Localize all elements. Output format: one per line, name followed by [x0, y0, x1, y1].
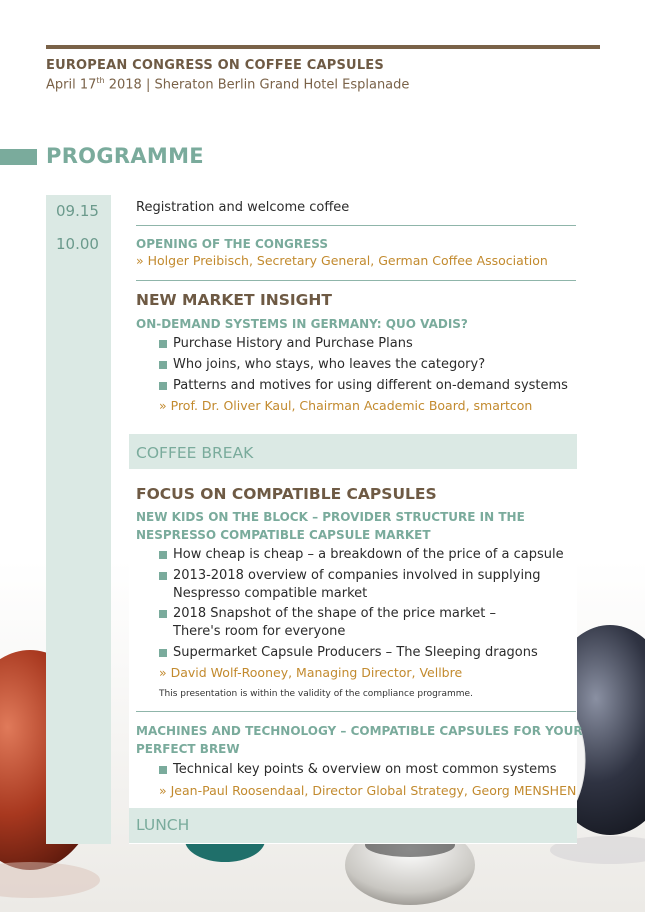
compatible-subtitle: NEW KIDS ON THE BLOCK – PROVIDER STRUCTURE IN THE NESPRESSO COMPATIBLE CAPSULE MARKET: [136, 510, 525, 542]
divider: [136, 711, 576, 712]
compatible-capsules-title: FOCUS ON COMPATIBLE CAPSULES: [136, 485, 437, 503]
coffee-break-label: COFFEE BREAK: [136, 444, 254, 462]
bullet-square-icon: [159, 551, 167, 559]
lunch-label: LUNCH: [136, 816, 190, 834]
compliance-note: This presentation is within the validity of the compliance programme.: [159, 689, 473, 699]
bullet-square-icon: [159, 361, 167, 369]
registration-text: Registration and welcome coffee: [136, 200, 350, 215]
list-item: 2013-2018 overview of companies involved in supplying Nespresso compatible market: [159, 567, 541, 603]
list-item: How cheap is cheap – a breakdown of the price of a capsule: [159, 546, 564, 564]
list-item: Who joins, who stays, who leaves the category?: [159, 356, 485, 374]
header-rule: [46, 45, 600, 49]
list-item: Purchase History and Purchase Plans: [159, 335, 413, 353]
lunch-band: [129, 808, 577, 843]
time-1000: 10.00: [56, 235, 99, 253]
machines-title: MACHINES AND TECHNOLOGY – COMPATIBLE CAPSULES FOR YOUR PERFECT BREW: [136, 724, 583, 756]
compatible-speaker: » David Wolf-Rooney, Managing Director, Vellbre: [159, 665, 463, 680]
market-insight-title: NEW MARKET INSIGHT: [136, 291, 332, 309]
machines-speaker: » Jean-Paul Roosendaal, Director Global Strategy, Georg MENSHEN: [159, 783, 577, 798]
list-item: Technical key points & overview on most common systems: [159, 761, 557, 779]
bullet-square-icon: [159, 766, 167, 774]
event-date-venue: April 17th 2018 | Sheraton Berlin Grand Hotel Esplanade: [46, 76, 410, 93]
list-item: 2018 Snapshot of the shape of the price market – There's room for everyone: [159, 605, 496, 641]
list-item: Patterns and motives for using different on-demand systems: [159, 377, 568, 395]
market-insight-subtitle: ON-DEMAND SYSTEMS IN GERMANY: QUO VADIS?: [136, 317, 468, 331]
list-item: Supermarket Capsule Producers – The Sleeping dragons: [159, 644, 538, 662]
divider: [136, 280, 576, 281]
bullet-square-icon: [159, 340, 167, 348]
divider: [136, 225, 576, 226]
opening-speaker: » Holger Preibisch, Secretary General, German Coffee Association: [136, 253, 548, 268]
market-speaker: » Prof. Dr. Oliver Kaul, Chairman Academic Board, smartcon: [159, 398, 533, 413]
programme-accent-bar: [0, 149, 37, 165]
time-column: [46, 195, 111, 844]
bullet-square-icon: [159, 649, 167, 657]
event-title: EUROPEAN CONGRESS ON COFFEE CAPSULES: [46, 58, 384, 73]
bullet-square-icon: [159, 382, 167, 390]
bullet-square-icon: [159, 610, 167, 618]
opening-title: OPENING OF THE CONGRESS: [136, 237, 329, 251]
programme-title: PROGRAMME: [46, 144, 204, 168]
bullet-square-icon: [159, 572, 167, 580]
time-0915: 09.15: [56, 202, 99, 220]
